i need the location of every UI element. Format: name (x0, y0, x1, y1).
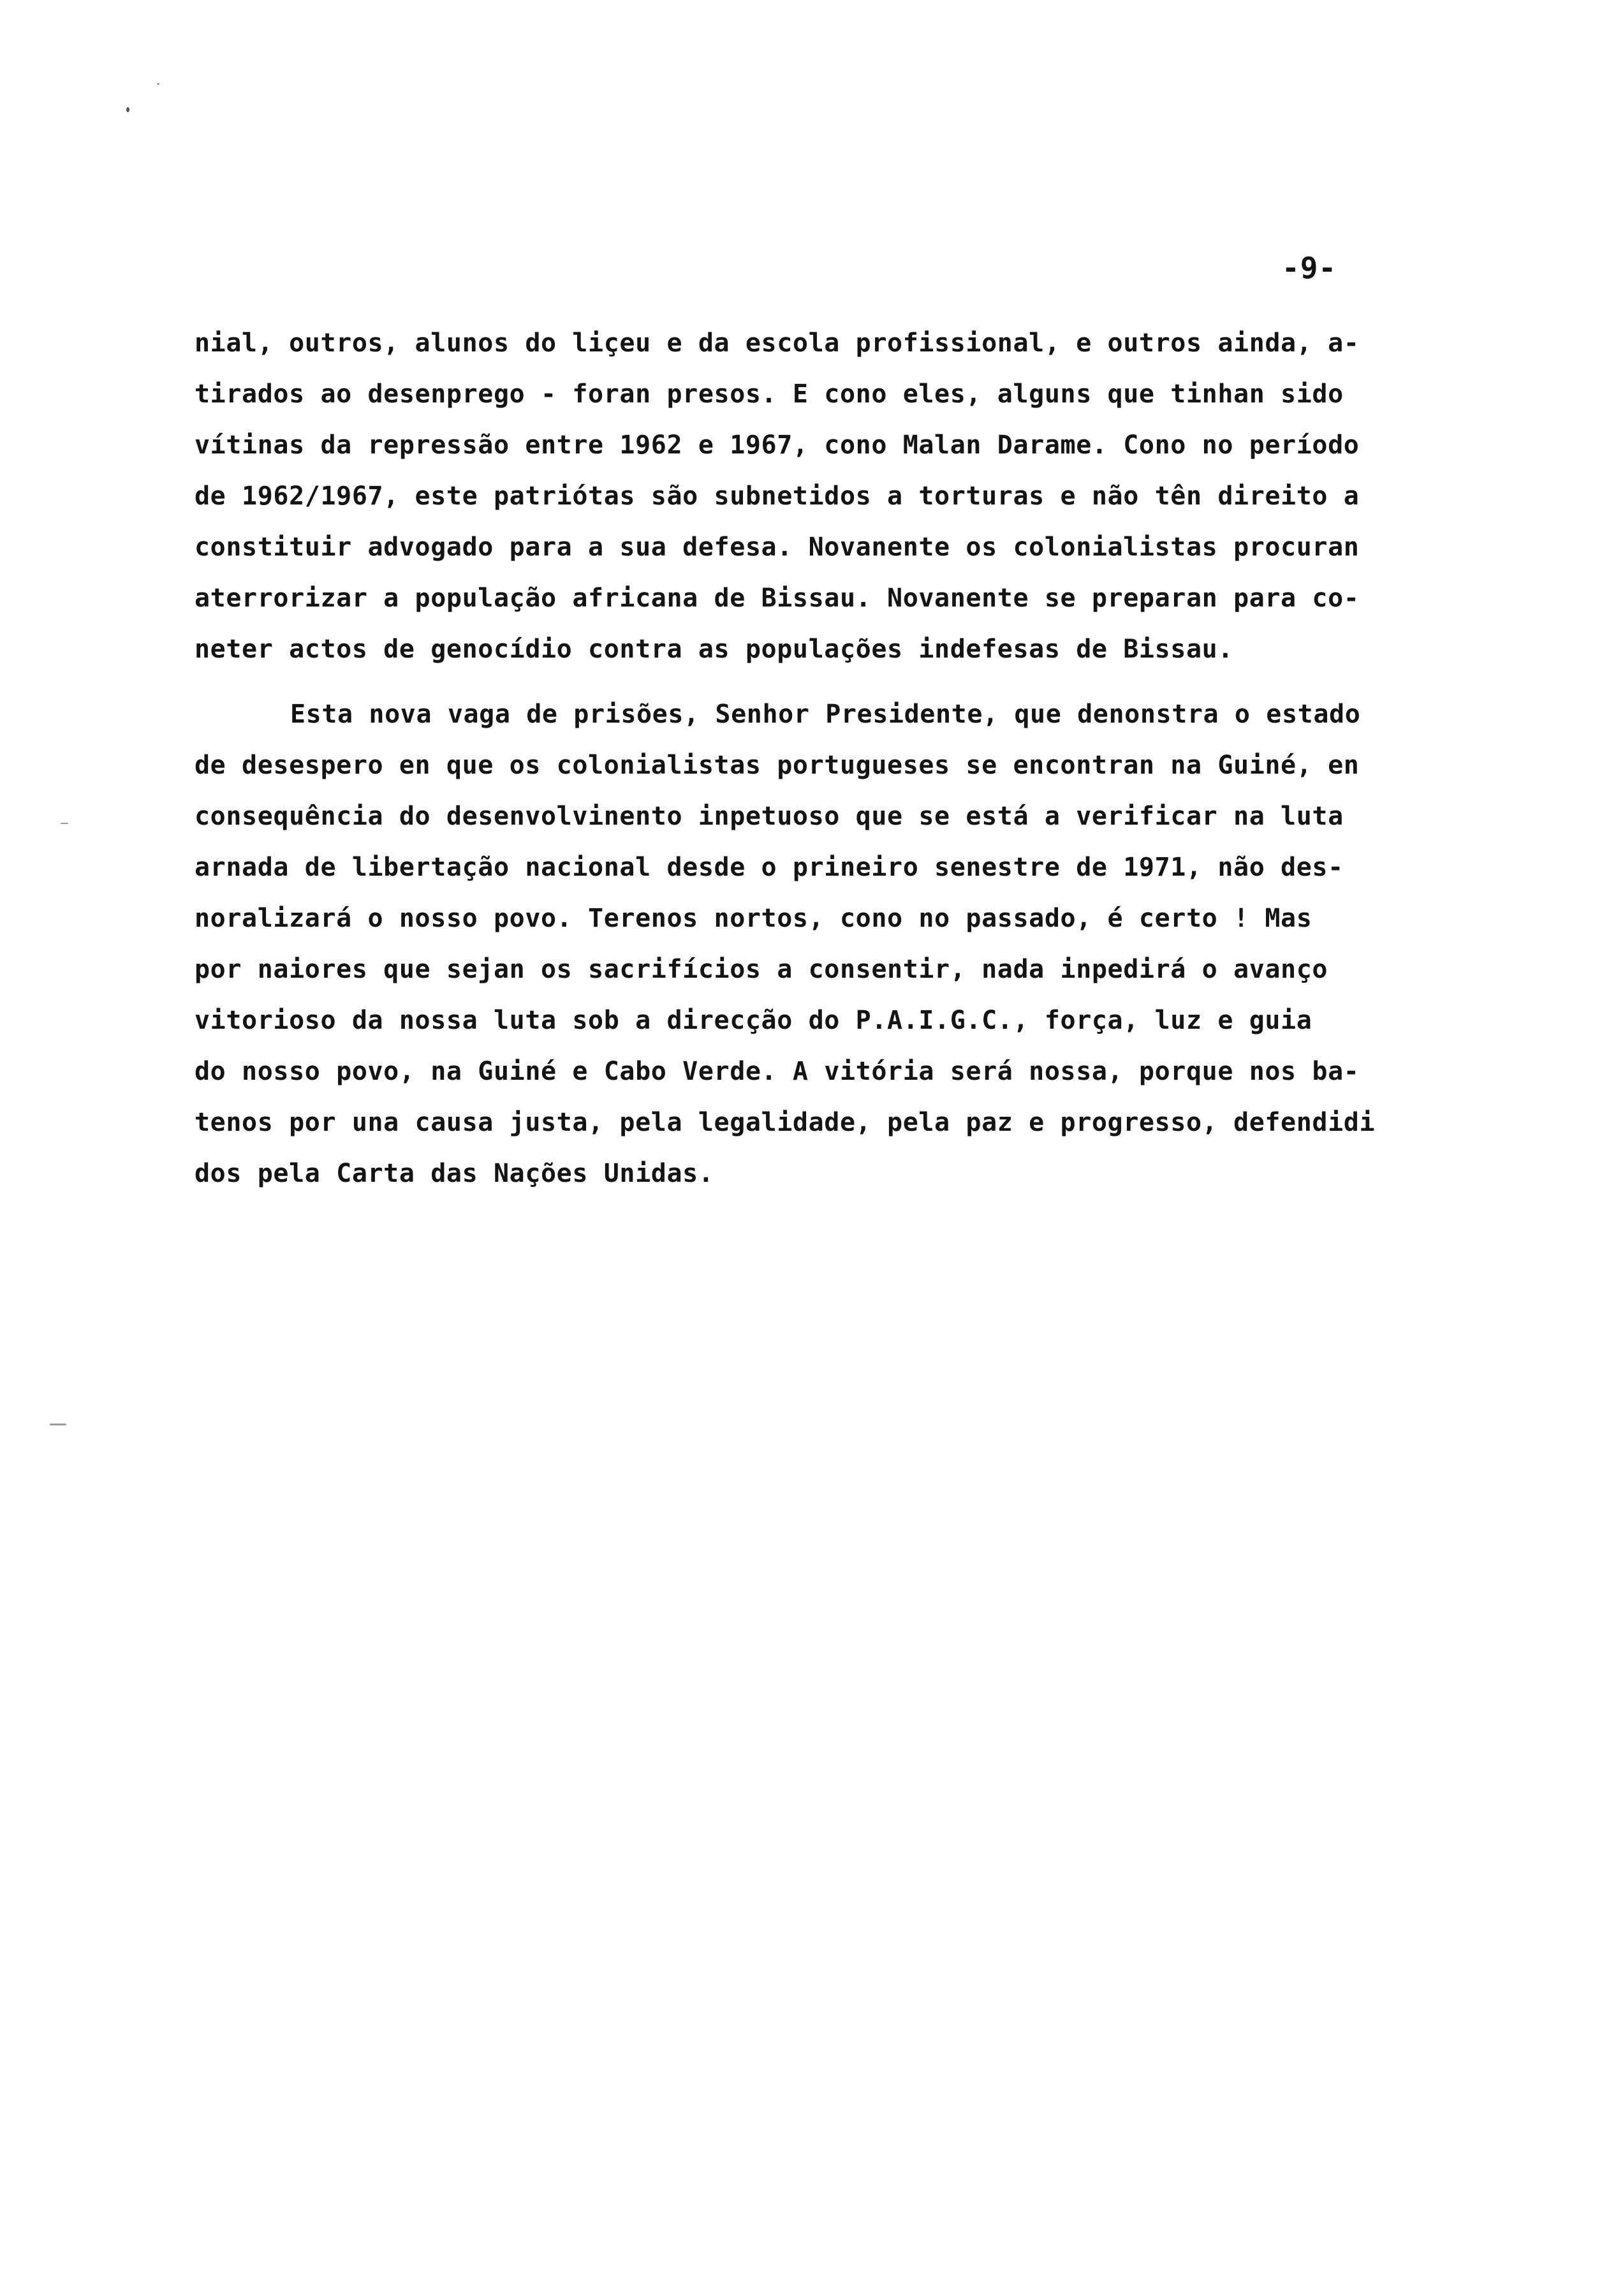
text-line: de desespero en que os colonialistas portugueses se encontran na Guiné, en (195, 751, 1360, 780)
text-line: Esta nova vaga de prisões, Senhor Presidente, que denonstra o estado (290, 700, 1361, 729)
text-line: do nosso povo, na Guiné e Cabo Verde. A vitória será nossa, porque nos ba- (195, 1057, 1360, 1086)
scan-speck (50, 1424, 66, 1425)
text-line: tirados ao desenprego - foran presos. E cono eles, alguns que tinhan sido (195, 379, 1344, 409)
page-number: -9- (1282, 251, 1337, 285)
text-line: aterrorizar a população africana de Bissau. Novanente se preparan para co- (195, 584, 1360, 613)
scan-speck (126, 107, 129, 112)
scan-speck (61, 823, 68, 824)
text-line: vítinas da repressão entre 1962 e 1967, cono Malan Darame. Cono no período (195, 430, 1360, 460)
text-line: de 1962/1967, este patriótas são subnetidos a torturas e não tên direito a (195, 482, 1360, 511)
text-line: dos pela Carta das Nações Unidas. (195, 1159, 714, 1188)
text-line: arnada de libertação nacional desde o prineiro senestre de 1971, não des- (195, 853, 1344, 882)
text-line: por naiores que sejan os sacrifícios a consentir, nada inpedirá o avanço (195, 955, 1328, 984)
text-line: noralizará o nosso povo. Terenos nortos, cono no passado, é certo ! Mas (195, 904, 1312, 933)
text-line: consequência do desenvolvinento inpetuoso que se está a verificar na luta (195, 802, 1344, 831)
text-line: nial, outros, alunos do liçeu e da escola profissional, e outros ainda, a- (195, 328, 1360, 358)
text-line: neter actos de genocídio contra as populações indefesas de Bissau. (195, 635, 1234, 664)
text-line: constituir advogado para a sua defesa. Novanente os colonialistas procuran (195, 533, 1360, 562)
scan-speck (157, 83, 159, 85)
text-line: tenos por una causa justa, pela legalidade, pela paz e progresso, defendidi (195, 1108, 1376, 1137)
text-line: vitorioso da nossa luta sob a direcção do P.A.I.G.C., força, luz e guia (195, 1006, 1312, 1035)
